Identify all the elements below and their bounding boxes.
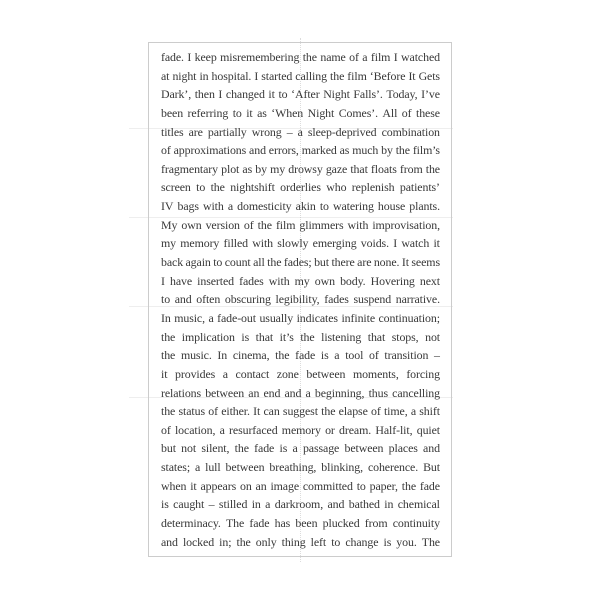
text-line: relations between an end and a beginning, thus cancelling <box>161 385 440 400</box>
text-line: determinacy. The fade has been plucked from continuity <box>161 516 440 531</box>
text-line: I have inserted fades with my own body. Hovering next <box>161 273 440 288</box>
text-line: IV bags with a domesticity akin to watering house plants. <box>161 199 440 214</box>
text-line: back again to count all the fades; but there are none. It seems <box>161 255 440 270</box>
text-line: when it appears on an image committed to paper, the fade <box>161 478 440 493</box>
text-line: titles are partially wrong – a sleep-deprived combination <box>161 124 440 139</box>
text-line: In music, a fade-out usually indicates infinite continuation; <box>161 310 440 325</box>
text-page-panel <box>148 42 452 557</box>
text-line: my memory filled with slowly emerging voids. I watch it <box>161 236 440 251</box>
text-line: of location, a resurfaced memory or dream. Half-lit, quiet <box>161 422 440 437</box>
paragraph-text <box>161 50 440 553</box>
text-line: to and often obscuring legibility, fades suspend narrative. <box>161 292 440 307</box>
text-line: the music. In cinema, the fade is a tool of transition – <box>161 348 440 363</box>
text-line: at night in hospital. I started calling the film ‘Before It Gets <box>161 68 440 83</box>
text-line: fade. I keep misremembering the name of a film I watched <box>161 50 440 64</box>
text-line: the status of either. It can suggest the elapse of time, a shift <box>161 404 440 419</box>
text-line: but not silent, the fade is a passage between places and <box>161 441 440 456</box>
text-line: and locked in; the only thing left to change is you. The <box>161 534 440 549</box>
text-line: states; a lull between breathing, blinking, coherence. But <box>161 460 440 475</box>
text-line: is caught – stilled in a darkroom, and bathed in chemical <box>161 497 440 512</box>
text-line: of approximations and errors, marked as much by the film’s <box>161 143 440 158</box>
text-line: screen to the nightshift orderlies who replenish patients’ <box>161 180 440 195</box>
text-line: Dark’, then I changed it to ‘After Night Falls’. Today, I’ve <box>161 87 440 102</box>
text-line: been referring to it as ‘When Night Comes’. All of these <box>161 105 440 120</box>
text-line: the implication is that it’s the listening that stops, not <box>161 329 440 344</box>
text-line: fragmentary plot as by my drowsy gaze that floats from the <box>161 161 440 176</box>
text-line: My own version of the film glimmers with improvisation, <box>161 217 440 232</box>
text-line: it provides a contact zone between moments, forcing <box>161 366 440 381</box>
